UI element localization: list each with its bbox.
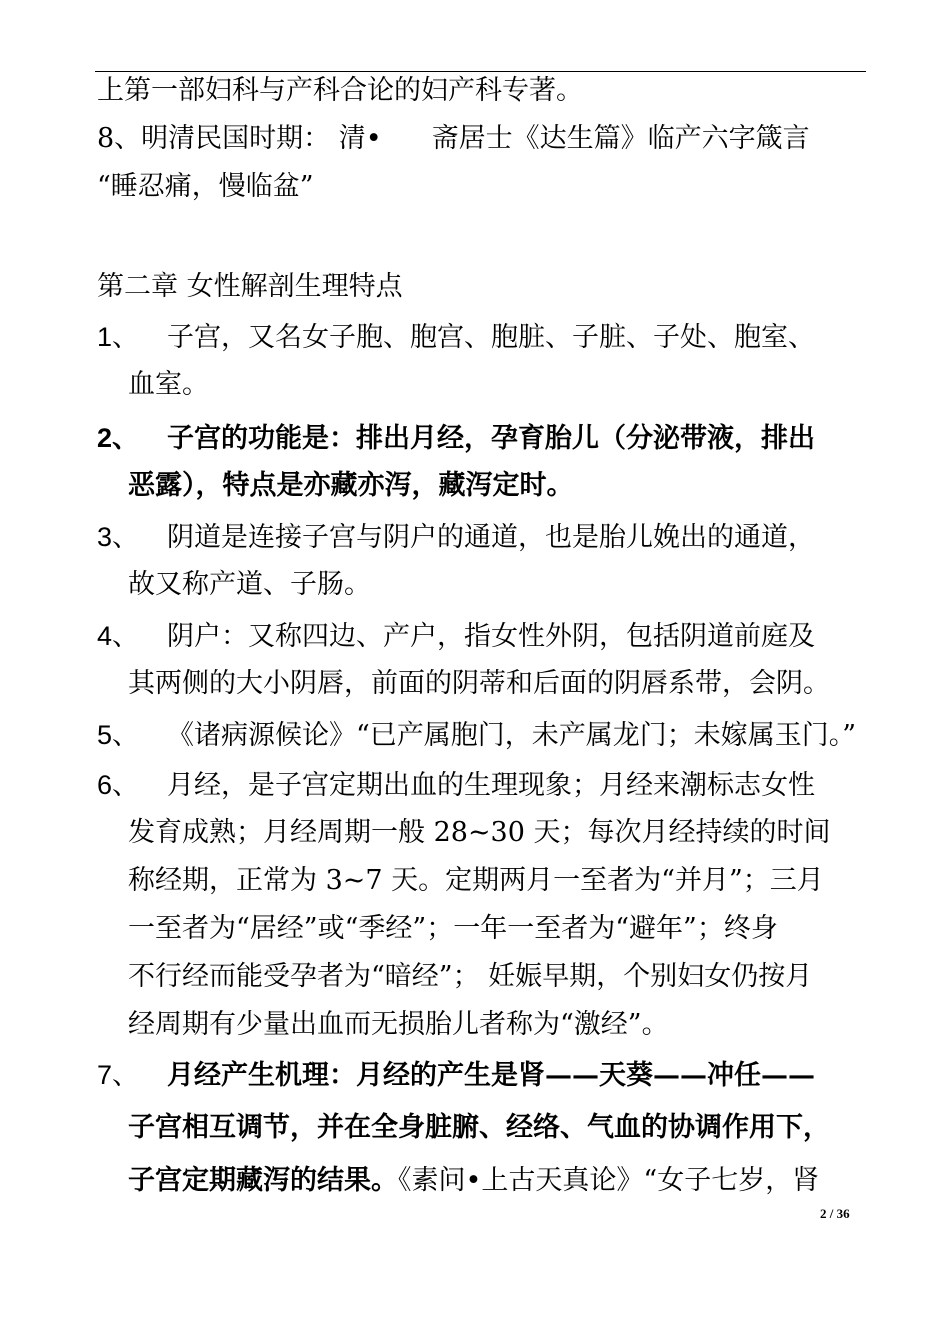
item-number: 3、 [97,522,140,552]
item-text: 子宫，又名女子胞、胞宫、胞脏、子脏、子处、胞室、 [167,322,815,353]
text-line [97,122,810,156]
list-item [97,768,815,803]
page-number: 2 / 36 [820,1206,850,1221]
item-text: 不行经而能受孕者为“暗经”； 妊娠早期，个别妇女仍按月 [128,961,813,992]
item-text-bold: 子宫定期藏泻的结果。 [128,1165,398,1196]
list-item [97,320,815,355]
list-item [97,421,815,456]
list-item [97,1058,815,1093]
list-item [97,520,815,555]
item-text: 其两侧的大小阴唇，前面的阴蒂和后面的阴唇系带，会阴。 [128,668,830,699]
item-text: 故又称产道、子肠。 [128,569,371,600]
item-text: 经周期有少量出血而无损胎儿者称为“激经”。 [128,1009,669,1040]
item-text: 血室。 [128,369,209,400]
list-item [97,619,815,654]
item-text: 阴户：又称四边、产户，指女性外阴，包括阴道前庭及 [167,621,815,652]
item-text: 子宫的功能是：排出月经，孕育胎儿（分泌带液，排出 [167,423,815,454]
item-text: 恶露），特点是亦藏亦泻，藏泻定时。 [128,470,574,501]
list-item [97,718,856,753]
item-number: 7、 [97,1060,140,1090]
item-text: 一至者为“居经”或“季经”；一年一至者为“避年”；终身 [128,913,778,944]
item-text: 阴道是连接子宫与阴户的通道，也是胎儿娩出的通道， [167,522,815,553]
item-text: 《诸病源候论》“已产属胞门，未产属龙门；未嫁属玉门。” [167,720,857,751]
text-line: 上第一部妇科与产科合论的妇产科专著。 [97,75,583,106]
item-number: 5、 [97,720,140,750]
header-rule [95,71,866,72]
text-segment: 8、明清民国时期： 清• [97,123,382,154]
item-number: 1、 [97,322,140,352]
item-text: 月经产生机理：月经的产生是肾——天葵——冲任—— [167,1060,815,1091]
item-text: 称经期，正常为 3~7 天。定期两月一至者为“并月”；三月 [128,865,824,896]
text-line: “睡忍痛，慢临盆” [97,171,314,202]
item-text: 发育成熟；月经周期一般 28~30 天；每次月经持续的时间 [128,817,831,848]
item-text [128,1164,819,1198]
item-text-normal: 《素问•上古天真论》“女子七岁，肾 [398,1165,820,1196]
chapter-title: 第二章 女性解剖生理特点 [97,271,403,302]
item-number: 2、 [97,423,140,453]
item-text: 月经，是子宫定期出血的生理现象；月经来潮标志女性 [167,770,815,801]
item-text: 子宫相互调节，并在全身脏腑、经络、气血的协调作用下， [128,1112,830,1143]
item-number: 6、 [97,770,140,800]
text-segment: 斋居士《达生篇》临产六字箴言 [431,123,810,154]
item-number: 4、 [97,621,140,651]
